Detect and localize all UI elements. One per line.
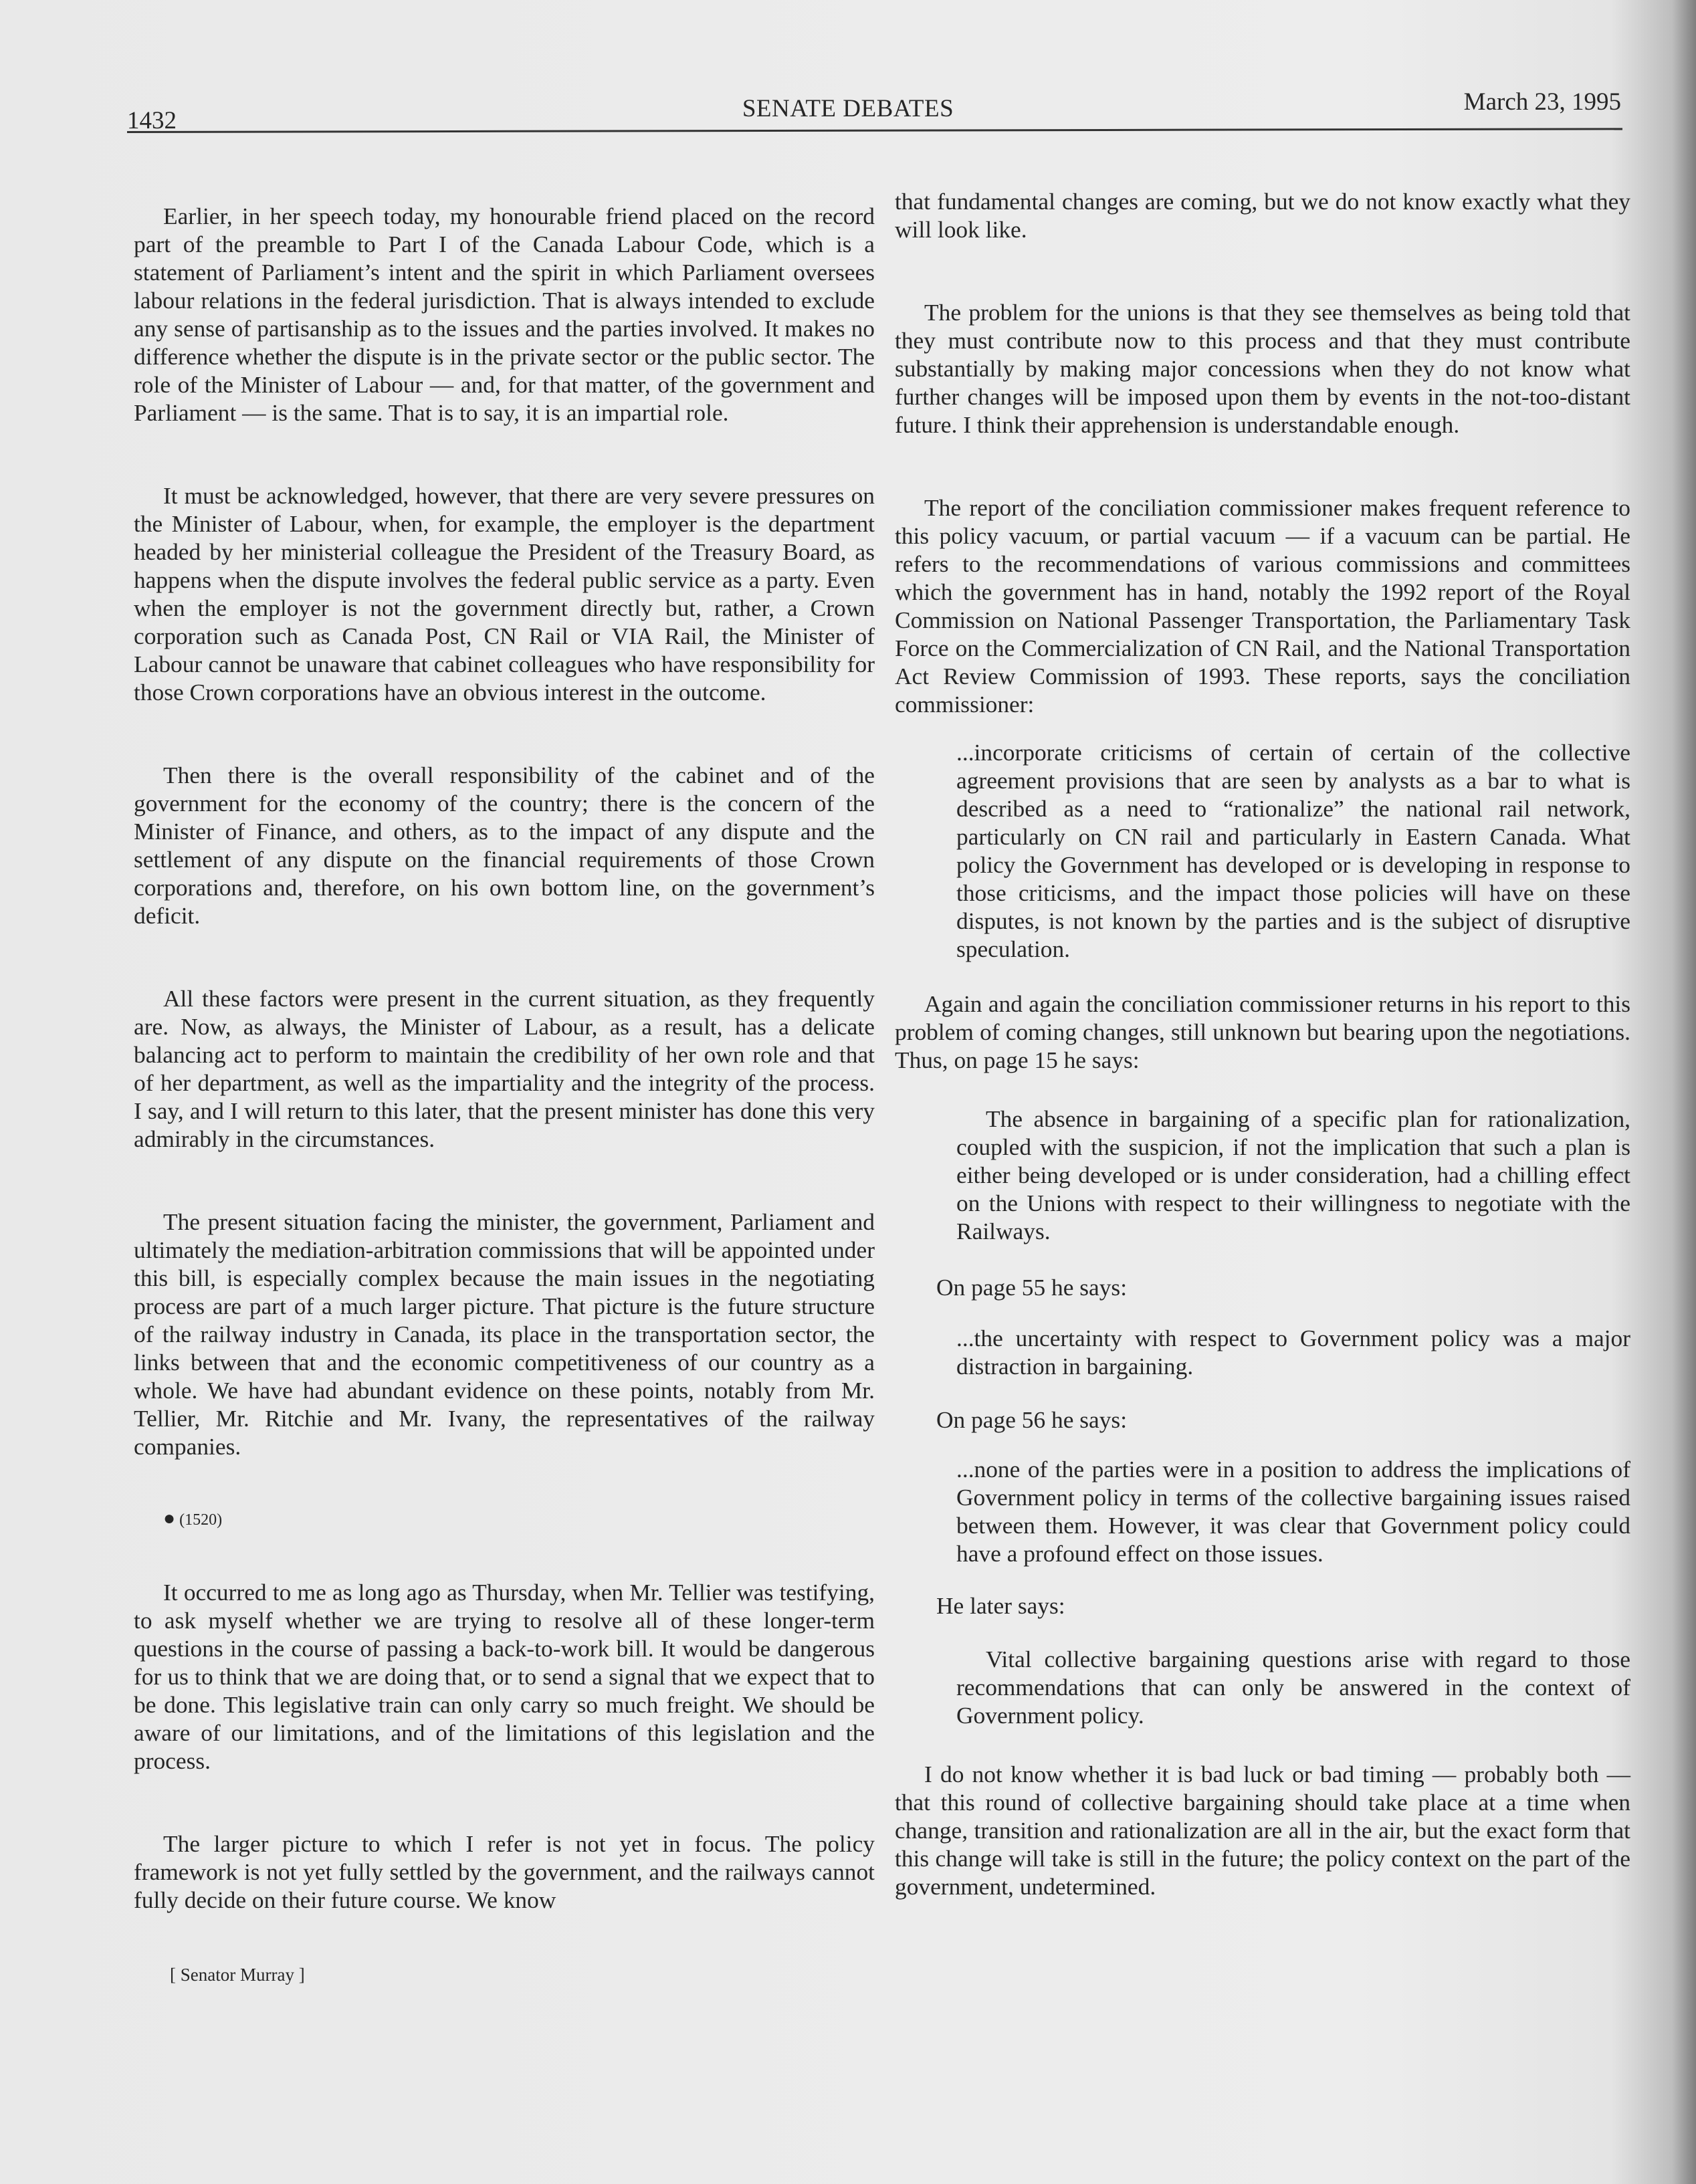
paragraph: Then there is the overall responsibility of the cabinet and of the government for the economy of the country; there is the concern of the Minister of Finance, and others, as to the impact of any dispute and the settlement of any dispute on the financial requirements of those Crown corporations and, therefore, on his own bottom line, on the government’s deficit. (134, 762, 875, 929)
paragraph: Earlier, in her speech today, my honourable friend placed on the record part of the preamble to Part I of the Canada Labour Code, which is a statement of Parliament’s intent and the spirit in which Parliament oversees labour relations in the federal jurisdiction. That is always intended to exclude any sense of partisanship as to the issues and the parties involved. It makes no difference whether the dispute is in the private sector or the public sector. The role of the Minister of Labour — and, for that matter, of the government and Parliament — is the same. That is to say, it is an impartial role. (134, 203, 875, 426)
paragraph: Again and again the conciliation commissioner returns in his report to this problem of coming changes, still unknown but bearing upon the negotiations. Thus, on page 15 he says: (895, 990, 1630, 1073)
block-quote: ...incorporate criticisms of certain of certain of the collective agreement provisions that are seen by analysts as a bar to what is described as a need to “rationalize” the national rail network, particularly on CN rail and particularly in Eastern Canada. What policy the Government has developed or is developing in response to those criticisms, and the impact those policies will have on these disputes, is not known by the parties and is the subject of disruptive speculation. (956, 739, 1630, 962)
paragraph: The present situation facing the minister, the government, Parliament and ultimately the mediation-arbitration commissions that will be appointed under this bill, is especially complex because the main issues in the negotiating process are part of a much larger picture. That picture is the future structure of the railway industry in Canada, its place in the transportation sector, the links between that and the economic competitiveness of our country as a whole. We have had abundant evidence on these points, notably from Mr. Tellier, Mr. Ritchie and Mr. Ivany, the representatives of the railway companies. (134, 1208, 875, 1460)
paragraph: that fundamental changes are coming, but we do not know exactly what they will look like. (895, 188, 1630, 243)
paragraph: The problem for the unions is that they see themselves as being told that they must contribute now to this process and that they must contribute substantially by making major concessions when they do not know what further changes will be imposed upon them by events in the not-too-distant future. I think their apprehension is understandable enough. (895, 299, 1630, 438)
paragraph: I do not know whether it is bad luck or bad timing — probably both — that this round of collective bargaining should take place at a time when change, transition and rationalization are all in the air, but the exact form that this change will take is still in the future; the policy context on the part of the government, undetermined. (895, 1761, 1630, 1900)
block-quote: ...the uncertainty with respect to Government policy was a major distraction in bargaining. (956, 1325, 1630, 1380)
paragraph: On page 55 he says: (936, 1274, 1128, 1301)
block-quote: Vital collective bargaining questions arise with regard to those recommendations that can only be answered in the context of Government policy. (956, 1646, 1630, 1729)
bullet-icon: ● (163, 1507, 176, 1529)
publication-title: SENATE DEBATES (742, 95, 954, 122)
time-marker (134, 1505, 875, 1534)
time-marker-text: (1520) (179, 1511, 223, 1529)
paragraph: On page 56 he says: (936, 1406, 1128, 1433)
paragraph: It occurred to me as long ago as Thursday, when Mr. Tellier was testifying, to ask myself whether we are trying to resolve all of these longer-term questions in the course of passing a back-to-work bill. It would be dangerous for us to think that we are doing that, or to send a signal that we expect that to be done. This legislative train can only carry so much freight. We should be aware of our limitations, and of the limitations of this legislation and the process. (134, 1579, 875, 1774)
page-date: March 23, 1995 (1463, 88, 1621, 116)
paragraph: It must be acknowledged, however, that there are very severe pressures on the Minister of Labour, when, for example, the employer is the department headed by her ministerial colleague the President of the Treasury Board, as happens when the dispute involves the federal public service as a party. Even when the employer is not the government directly but, rather, a Crown corporation such as Canada Post, CN Rail or VIA Rail, the Minister of Labour cannot be unaware that cabinet colleagues who have responsibility for those Crown corporations have an obvious interest in the outcome. (134, 482, 875, 705)
right-column (895, 187, 1630, 1900)
paragraph: He later says: (936, 1592, 1065, 1619)
block-quote: The absence in bargaining of a specific plan for rationalization, coupled with the suspicion, if not the implication that such a plan is either being developed or is under consideration, had a chilling effect on the Unions with respect to their willingness to negotiate with the Railways. (956, 1105, 1630, 1244)
block-quote: ...none of the parties were in a position to address the implications of Government policy in terms of the collective bargaining issues raised between them. However, it was clear that Government policy could have a profound effect on those issues. (956, 1456, 1630, 1567)
paragraph: All these factors were present in the current situation, as they frequently are. Now, as always, the Minister of Labour, as a result, has a delicate balancing act to perform to maintain the credibility of her own role and that of her department, as well as the impartiality and the integrity of the process. I say, and I will return to this later, that the present minister has done this very admirably in the circumstances. (134, 985, 875, 1152)
page-number: 1432 (127, 107, 177, 134)
paragraph: The report of the conciliation commissioner makes frequent reference to this policy vacuum, or partial vacuum — if a vacuum can be partial. He refers to the recommendations of various commissions and committees which the government has in hand, notably the 1992 report of the Royal Commission on National Passenger Transportation, the Parliamentary Task Force on the Commercialization of CN Rail, and the National Transportation Act Review Commission of 1993. These reports, says the conciliation commissioner: (895, 494, 1630, 718)
speaker-attribution: [ Senator Murray ] (170, 1965, 305, 1985)
left-column (134, 202, 875, 1914)
header-rule (127, 128, 1622, 133)
paragraph: The larger picture to which I refer is not yet in focus. The policy framework is not yet fully settled by the government, and the railways cannot fully decide on their future course. We know (134, 1830, 875, 1913)
